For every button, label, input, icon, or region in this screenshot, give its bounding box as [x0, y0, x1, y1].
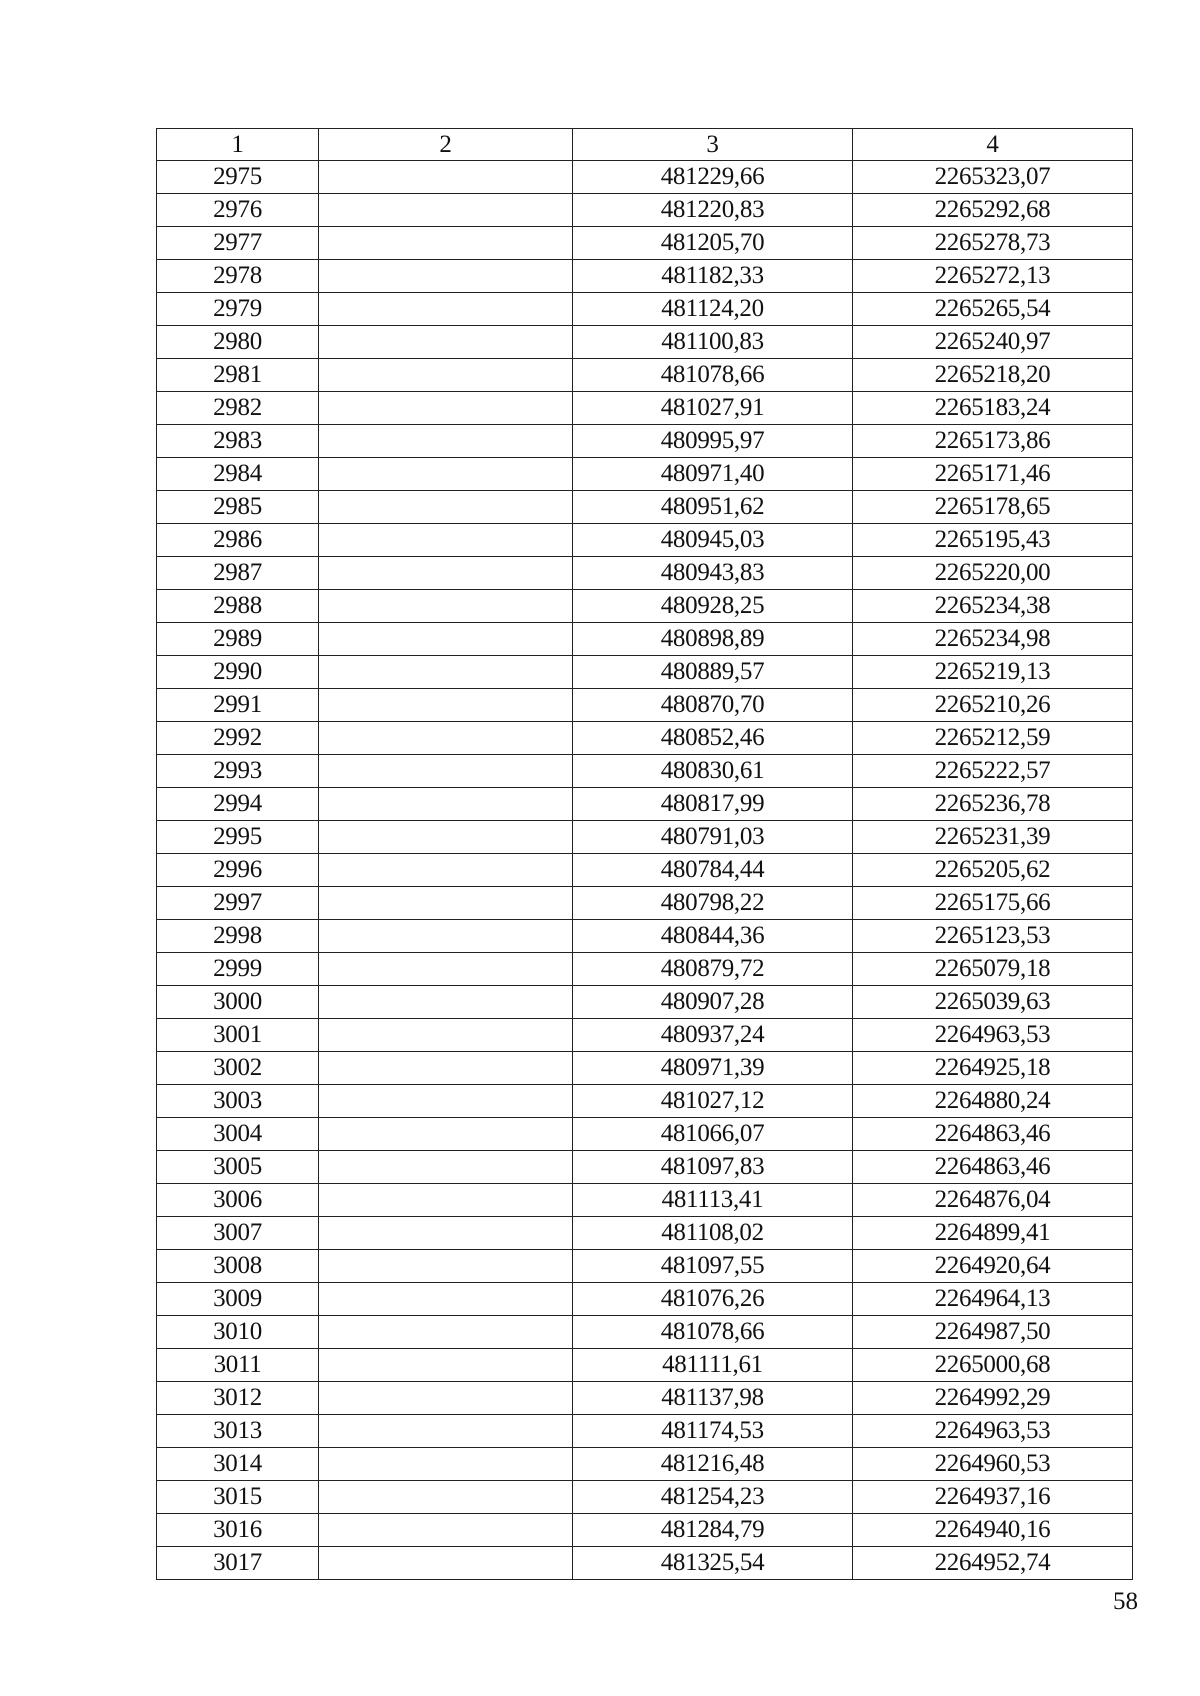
- y-coordinate-cell: 2264937,16: [853, 1481, 1133, 1514]
- table-row: [157, 1382, 1133, 1415]
- empty-cell: [319, 722, 573, 755]
- point-number-cell: 3013: [157, 1415, 319, 1448]
- table-row: [157, 260, 1133, 293]
- empty-cell: [319, 326, 573, 359]
- x-coordinate-cell: 481108,02: [573, 1217, 853, 1250]
- y-coordinate-cell: 2265171,46: [853, 458, 1133, 491]
- empty-cell: [319, 1514, 573, 1547]
- y-coordinate-cell: 2265265,54: [853, 293, 1133, 326]
- y-coordinate-cell: 2265175,66: [853, 887, 1133, 920]
- point-number-cell: 3014: [157, 1448, 319, 1481]
- y-coordinate-cell: 2265272,13: [853, 260, 1133, 293]
- table-row: [157, 1085, 1133, 1118]
- table-row: [157, 1052, 1133, 1085]
- table-row: [157, 821, 1133, 854]
- empty-cell: [319, 458, 573, 491]
- table-row: [157, 623, 1133, 656]
- y-coordinate-cell: 2265219,13: [853, 656, 1133, 689]
- y-coordinate-cell: 2265292,68: [853, 194, 1133, 227]
- x-coordinate-cell: 480852,46: [573, 722, 853, 755]
- y-coordinate-cell: 2264876,04: [853, 1184, 1133, 1217]
- empty-cell: [319, 887, 573, 920]
- y-coordinate-cell: 2265205,62: [853, 854, 1133, 887]
- x-coordinate-cell: 481124,20: [573, 293, 853, 326]
- point-number-cell: 3007: [157, 1217, 319, 1250]
- empty-cell: [319, 1448, 573, 1481]
- y-coordinate-cell: 2265039,63: [853, 986, 1133, 1019]
- table-row: [157, 359, 1133, 392]
- x-coordinate-cell: 480791,03: [573, 821, 853, 854]
- y-coordinate-cell: 2264963,53: [853, 1415, 1133, 1448]
- table-row: [157, 590, 1133, 623]
- empty-cell: [319, 590, 573, 623]
- point-number-cell: 3003: [157, 1085, 319, 1118]
- x-coordinate-cell: 480870,70: [573, 689, 853, 722]
- empty-cell: [319, 293, 573, 326]
- x-coordinate-cell: 481066,07: [573, 1118, 853, 1151]
- table-row: [157, 1316, 1133, 1349]
- table-row: [157, 194, 1133, 227]
- empty-cell: [319, 656, 573, 689]
- table-row: [157, 689, 1133, 722]
- x-coordinate-cell: 481174,53: [573, 1415, 853, 1448]
- y-coordinate-cell: 2265234,38: [853, 590, 1133, 623]
- empty-cell: [319, 1316, 573, 1349]
- point-number-cell: 2978: [157, 260, 319, 293]
- table-row: [157, 656, 1133, 689]
- y-coordinate-cell: 2265222,57: [853, 755, 1133, 788]
- empty-cell: [319, 425, 573, 458]
- x-coordinate-cell: 480889,57: [573, 656, 853, 689]
- table-row: [157, 1349, 1133, 1382]
- x-coordinate-cell: 481205,70: [573, 227, 853, 260]
- x-coordinate-cell: 480798,22: [573, 887, 853, 920]
- y-coordinate-cell: 2264960,53: [853, 1448, 1133, 1481]
- point-number-cell: 3004: [157, 1118, 319, 1151]
- table-row: [157, 524, 1133, 557]
- table-row: [157, 227, 1133, 260]
- x-coordinate-cell: 481078,66: [573, 1316, 853, 1349]
- point-number-cell: 3011: [157, 1349, 319, 1382]
- table-row: [157, 1184, 1133, 1217]
- y-coordinate-cell: 2264920,64: [853, 1250, 1133, 1283]
- point-number-cell: 2992: [157, 722, 319, 755]
- x-coordinate-cell: 480928,25: [573, 590, 853, 623]
- y-coordinate-cell: 2265323,07: [853, 161, 1133, 194]
- point-number-cell: 3008: [157, 1250, 319, 1283]
- empty-cell: [319, 491, 573, 524]
- table-row: [157, 854, 1133, 887]
- table-row: [157, 1283, 1133, 1316]
- empty-cell: [319, 1283, 573, 1316]
- point-number-cell: 3016: [157, 1514, 319, 1547]
- point-number-cell: 3001: [157, 1019, 319, 1052]
- table-row: [157, 986, 1133, 1019]
- x-coordinate-cell: 481137,98: [573, 1382, 853, 1415]
- point-number-cell: 3015: [157, 1481, 319, 1514]
- point-number-cell: 2985: [157, 491, 319, 524]
- empty-cell: [319, 953, 573, 986]
- point-number-cell: 2998: [157, 920, 319, 953]
- empty-cell: [319, 854, 573, 887]
- x-coordinate-cell: 480937,24: [573, 1019, 853, 1052]
- empty-cell: [319, 227, 573, 260]
- x-coordinate-cell: 481100,83: [573, 326, 853, 359]
- y-coordinate-cell: 2264987,50: [853, 1316, 1133, 1349]
- table-row: [157, 1118, 1133, 1151]
- y-coordinate-cell: 2265278,73: [853, 227, 1133, 260]
- x-coordinate-cell: 480879,72: [573, 953, 853, 986]
- empty-cell: [319, 1349, 573, 1382]
- x-coordinate-cell: 480995,97: [573, 425, 853, 458]
- point-number-cell: 2993: [157, 755, 319, 788]
- x-coordinate-cell: 480945,03: [573, 524, 853, 557]
- point-number-cell: 2977: [157, 227, 319, 260]
- point-number-cell: 3002: [157, 1052, 319, 1085]
- x-coordinate-cell: 480844,36: [573, 920, 853, 953]
- point-number-cell: 2999: [157, 953, 319, 986]
- x-coordinate-cell: 480971,40: [573, 458, 853, 491]
- column-header: 1: [157, 129, 319, 161]
- empty-cell: [319, 623, 573, 656]
- table-row: [157, 458, 1133, 491]
- point-number-cell: 2982: [157, 392, 319, 425]
- table-row: [157, 1448, 1133, 1481]
- x-coordinate-cell: 480943,83: [573, 557, 853, 590]
- point-number-cell: 2984: [157, 458, 319, 491]
- table-header: [157, 129, 1133, 161]
- x-coordinate-cell: 480971,39: [573, 1052, 853, 1085]
- point-number-cell: 2979: [157, 293, 319, 326]
- column-header: 3: [573, 129, 853, 161]
- empty-cell: [319, 755, 573, 788]
- y-coordinate-cell: 2265178,65: [853, 491, 1133, 524]
- y-coordinate-cell: 2264899,41: [853, 1217, 1133, 1250]
- empty-cell: [319, 788, 573, 821]
- table-row: [157, 1250, 1133, 1283]
- y-coordinate-cell: 2265195,43: [853, 524, 1133, 557]
- x-coordinate-cell: 481325,54: [573, 1547, 853, 1580]
- point-number-cell: 3009: [157, 1283, 319, 1316]
- point-number-cell: 2995: [157, 821, 319, 854]
- table-row: [157, 722, 1133, 755]
- table-row: [157, 425, 1133, 458]
- point-number-cell: 3010: [157, 1316, 319, 1349]
- empty-cell: [319, 392, 573, 425]
- table-row: [157, 491, 1133, 524]
- table-row: [157, 788, 1133, 821]
- x-coordinate-cell: 480830,61: [573, 755, 853, 788]
- table-row: [157, 1481, 1133, 1514]
- x-coordinate-cell: 481076,26: [573, 1283, 853, 1316]
- table-row: [157, 326, 1133, 359]
- table-row: [157, 887, 1133, 920]
- empty-cell: [319, 1184, 573, 1217]
- table-row: [157, 161, 1133, 194]
- x-coordinate-cell: 480898,89: [573, 623, 853, 656]
- x-coordinate-cell: 481216,48: [573, 1448, 853, 1481]
- empty-cell: [319, 1052, 573, 1085]
- point-number-cell: 2976: [157, 194, 319, 227]
- table-row: [157, 1514, 1133, 1547]
- y-coordinate-cell: 2265123,53: [853, 920, 1133, 953]
- y-coordinate-cell: 2264880,24: [853, 1085, 1133, 1118]
- y-coordinate-cell: 2265212,59: [853, 722, 1133, 755]
- empty-cell: [319, 359, 573, 392]
- empty-cell: [319, 920, 573, 953]
- point-number-cell: 3000: [157, 986, 319, 1019]
- point-number-cell: 2975: [157, 161, 319, 194]
- table-row: [157, 293, 1133, 326]
- y-coordinate-cell: 2264952,74: [853, 1547, 1133, 1580]
- x-coordinate-cell: 481097,55: [573, 1250, 853, 1283]
- y-coordinate-cell: 2264940,16: [853, 1514, 1133, 1547]
- y-coordinate-cell: 2264964,13: [853, 1283, 1133, 1316]
- empty-cell: [319, 1481, 573, 1514]
- empty-cell: [319, 986, 573, 1019]
- empty-cell: [319, 194, 573, 227]
- column-header: 4: [853, 129, 1133, 161]
- x-coordinate-cell: 481113,41: [573, 1184, 853, 1217]
- point-number-cell: 3006: [157, 1184, 319, 1217]
- table-row: [157, 557, 1133, 590]
- y-coordinate-cell: 2265240,97: [853, 326, 1133, 359]
- empty-cell: [319, 524, 573, 557]
- y-coordinate-cell: 2265210,26: [853, 689, 1133, 722]
- x-coordinate-cell: 480907,28: [573, 986, 853, 1019]
- empty-cell: [319, 1547, 573, 1580]
- empty-cell: [319, 260, 573, 293]
- point-number-cell: 2996: [157, 854, 319, 887]
- x-coordinate-cell: 481284,79: [573, 1514, 853, 1547]
- table-row: [157, 920, 1133, 953]
- point-number-cell: 2987: [157, 557, 319, 590]
- point-number-cell: 2986: [157, 524, 319, 557]
- coordinates-table: [156, 128, 1133, 1580]
- y-coordinate-cell: 2264925,18: [853, 1052, 1133, 1085]
- empty-cell: [319, 1217, 573, 1250]
- x-coordinate-cell: 480817,99: [573, 788, 853, 821]
- x-coordinate-cell: 481111,61: [573, 1349, 853, 1382]
- x-coordinate-cell: 481182,33: [573, 260, 853, 293]
- empty-cell: [319, 821, 573, 854]
- empty-cell: [319, 1415, 573, 1448]
- empty-cell: [319, 689, 573, 722]
- x-coordinate-cell: 481027,12: [573, 1085, 853, 1118]
- empty-cell: [319, 161, 573, 194]
- x-coordinate-cell: 481078,66: [573, 359, 853, 392]
- page-number: 58: [1113, 1588, 1138, 1615]
- y-coordinate-cell: 2264863,46: [853, 1151, 1133, 1184]
- point-number-cell: 2990: [157, 656, 319, 689]
- y-coordinate-cell: 2265220,00: [853, 557, 1133, 590]
- point-number-cell: 2981: [157, 359, 319, 392]
- x-coordinate-cell: 481027,91: [573, 392, 853, 425]
- y-coordinate-cell: 2265231,39: [853, 821, 1133, 854]
- table-row: [157, 1547, 1133, 1580]
- empty-cell: [319, 1118, 573, 1151]
- y-coordinate-cell: 2265183,24: [853, 392, 1133, 425]
- empty-cell: [319, 1382, 573, 1415]
- point-number-cell: 2997: [157, 887, 319, 920]
- empty-cell: [319, 1151, 573, 1184]
- y-coordinate-cell: 2264963,53: [853, 1019, 1133, 1052]
- point-number-cell: 2988: [157, 590, 319, 623]
- y-coordinate-cell: 2265079,18: [853, 953, 1133, 986]
- table-row: [157, 1415, 1133, 1448]
- y-coordinate-cell: 2265173,86: [853, 425, 1133, 458]
- point-number-cell: 2980: [157, 326, 319, 359]
- empty-cell: [319, 1085, 573, 1118]
- table-row: [157, 392, 1133, 425]
- x-coordinate-cell: 481229,66: [573, 161, 853, 194]
- table-row: [157, 1019, 1133, 1052]
- x-coordinate-cell: 480784,44: [573, 854, 853, 887]
- point-number-cell: 3005: [157, 1151, 319, 1184]
- point-number-cell: 2989: [157, 623, 319, 656]
- table-row: [157, 953, 1133, 986]
- x-coordinate-cell: 481097,83: [573, 1151, 853, 1184]
- column-header: 2: [319, 129, 573, 161]
- y-coordinate-cell: 2265218,20: [853, 359, 1133, 392]
- empty-cell: [319, 1019, 573, 1052]
- empty-cell: [319, 557, 573, 590]
- table-row: [157, 755, 1133, 788]
- x-coordinate-cell: 481220,83: [573, 194, 853, 227]
- table-row: [157, 1217, 1133, 1250]
- point-number-cell: 2994: [157, 788, 319, 821]
- x-coordinate-cell: 480951,62: [573, 491, 853, 524]
- y-coordinate-cell: 2264863,46: [853, 1118, 1133, 1151]
- empty-cell: [319, 1250, 573, 1283]
- header-row: [157, 129, 1133, 161]
- y-coordinate-cell: 2265000,68: [853, 1349, 1133, 1382]
- table-row: [157, 1151, 1133, 1184]
- point-number-cell: 2983: [157, 425, 319, 458]
- y-coordinate-cell: 2265234,98: [853, 623, 1133, 656]
- x-coordinate-cell: 481254,23: [573, 1481, 853, 1514]
- y-coordinate-cell: 2264992,29: [853, 1382, 1133, 1415]
- table-body: [157, 161, 1133, 1580]
- y-coordinate-cell: 2265236,78: [853, 788, 1133, 821]
- point-number-cell: 3017: [157, 1547, 319, 1580]
- point-number-cell: 2991: [157, 689, 319, 722]
- point-number-cell: 3012: [157, 1382, 319, 1415]
